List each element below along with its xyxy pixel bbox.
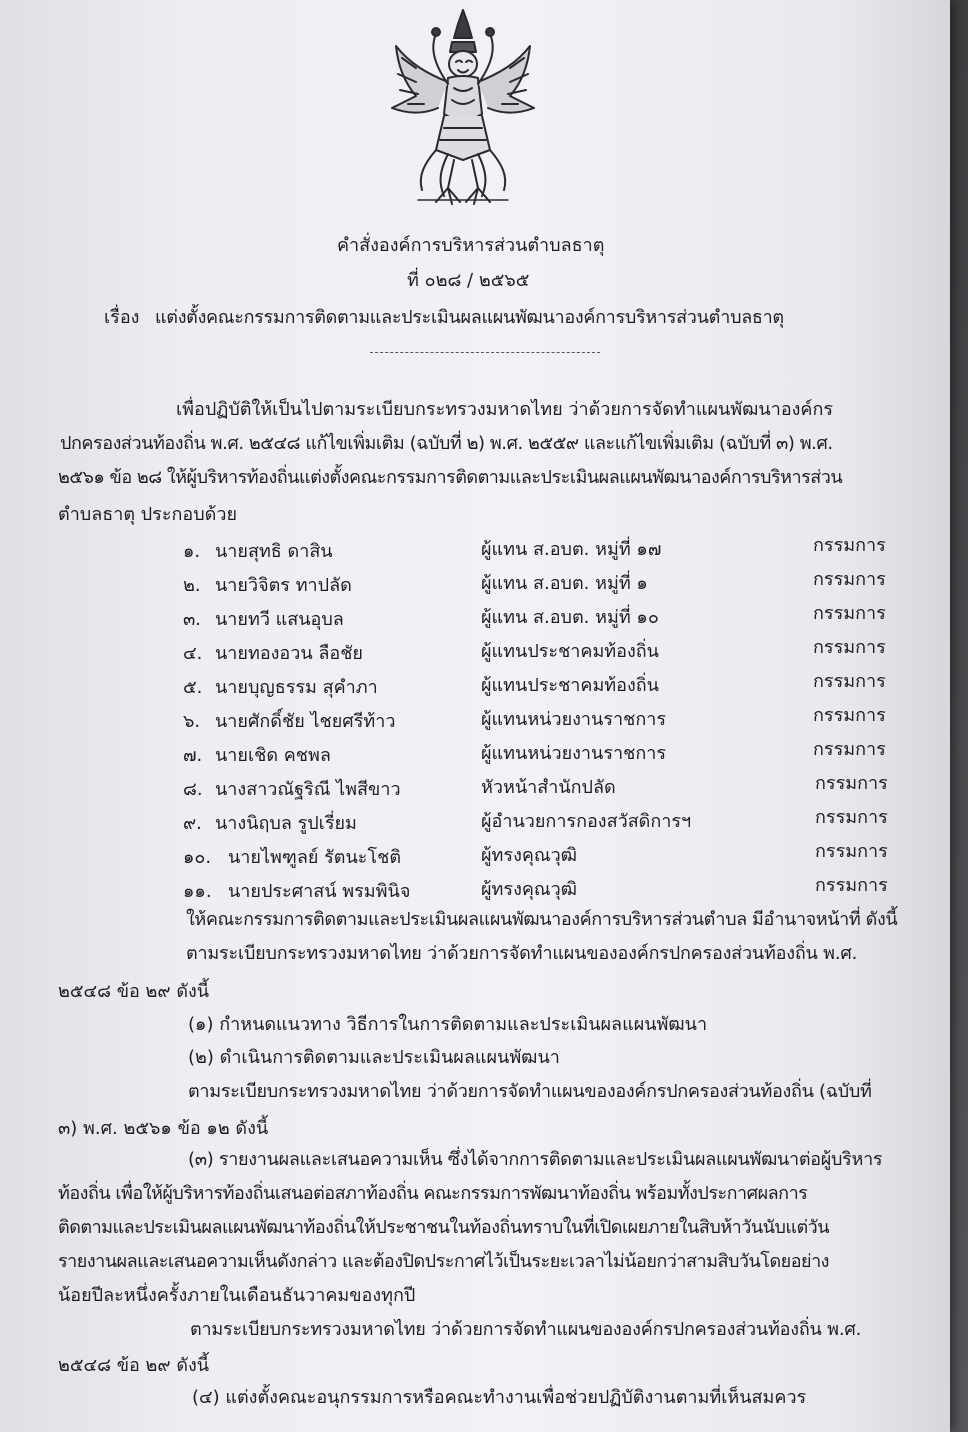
intro-line-4: ตำบลธาตุ ประกอบด้วย [58, 504, 237, 525]
member-name: นางนิฤบล รูปเรี่ยม [215, 813, 357, 834]
member-number: ๓. [183, 609, 202, 630]
member-role: ผู้แทนหน่วยงานราชการ [481, 743, 667, 764]
member-name: นายบุญธรรม สุคำภา [215, 677, 378, 698]
duties-line-5: (๒) ดำเนินการติดตามและประเมินผลแผนพัฒนา [188, 1047, 560, 1068]
member-position: กรรมการ [813, 671, 886, 692]
subject-label: เรื่อง [104, 307, 140, 328]
member-position: กรรมการ [813, 739, 886, 760]
member-position: กรรมการ [815, 773, 888, 794]
member-role: ผู้ทรงคุณวุฒิ [481, 845, 577, 866]
member-role: หัวหน้าสำนักปลัด [481, 777, 616, 798]
duties-line-6: ตามระเบียบกระทรวงมหาดไทย ว่าด้วยการจัดทำแผนขององค์กรปกครองส่วนท้องถิ่น (ฉบับที่ [188, 1081, 872, 1102]
member-position: กรรมการ [815, 841, 888, 862]
duties-line-8: (๓) รายงานผลและเสนอความเห็น ซึ่งได้จากการติดตามและประเมินผลแผนพัฒนาต่อผู้บริหาร [188, 1149, 883, 1170]
member-position: กรรมการ [813, 535, 886, 556]
duties-line-12: น้อยปีละหนึ่งครั้งภายในเดือนธันวาคมของทุกปี [58, 1285, 416, 1306]
duties-line-14: ๒๕๔๘ ข้อ ๒๙ ดังนี้ [58, 1355, 210, 1376]
intro-line-2: ปกครองส่วนท้องถิ่น พ.ศ. ๒๕๔๘ แก้ไขเพิ่มเติม (ฉบับที่ ๒) พ.ศ. ๒๕๕๙ และแก้ไขเพิ่มเติม (ฉบับที่ ๓) พ.ศ. [60, 433, 833, 454]
duties-line-13: ตามระเบียบกระทรวงมหาดไทย ว่าด้วยการจัดทำแผนขององค์กรปกครองส่วนท้องถิ่น พ.ศ. [190, 1319, 862, 1340]
member-position: กรรมการ [813, 705, 886, 726]
duties-line-9: ท้องถิ่น เพื่อให้ผู้บริหารท้องถิ่นเสนอต่อสภาท้องถิ่น คณะกรรมการพัฒนาท้องถิ่น พร้อมทั้งประกาศผลการ [58, 1183, 808, 1204]
duties-line-15: (๔) แต่งตั้งคณะอนุกรรมการหรือคณะทำงานเพื่อช่วยปฏิบัติงานตามที่เห็นสมควร [192, 1387, 807, 1408]
member-position: กรรมการ [813, 603, 886, 624]
member-position: กรรมการ [815, 807, 888, 828]
member-role: ผู้อำนวยการกองสวัสดิการฯ [481, 811, 692, 832]
member-position: กรรมการ [813, 637, 886, 658]
member-role: ผู้ทรงคุณวุฒิ [481, 879, 577, 900]
subject-text: แต่งตั้งคณะกรรมการติดตามและประเมินผลแผนพัฒนาองค์การบริหารส่วนตำบลธาตุ [155, 307, 784, 328]
order-number: ที่ ๐๒๘ / ๒๕๖๕ [407, 270, 530, 291]
member-number: ๘. [183, 779, 203, 800]
member-number: ๑๑. [183, 881, 212, 902]
member-name: นายเชิด คชพล [215, 745, 331, 766]
order-issuer: คำสั่งองค์การบริหารส่วนตำบลธาตุ [337, 235, 605, 256]
member-name: นายทองอวน ลือชัย [215, 643, 363, 664]
duties-line-1: ให้คณะกรรมการติดตามและประเมินผลแผนพัฒนาองค์การบริหารส่วนตำบล มีอำนาจหน้าที่ ดังนี้ [186, 909, 898, 930]
duties-line-7: ๓) พ.ศ. ๒๕๖๑ ข้อ ๑๒ ดังนี้ [58, 1118, 269, 1139]
duties-line-2: ตามระเบียบกระทรวงมหาดไทย ว่าด้วยการจัดทำแผนขององค์กรปกครองส่วนท้องถิ่น พ.ศ. [186, 943, 858, 964]
member-name: นายทวี แสนอุบล [215, 609, 344, 630]
member-number: ๕. [183, 677, 203, 698]
member-number: ๑. [183, 541, 201, 562]
intro-line-1: เพื่อปฏิบัติให้เป็นไปตามระเบียบกระทรวงมหาดไทย ว่าด้วยการจัดทำแผนพัฒนาองค์กร [176, 399, 834, 420]
member-number: ๙. [183, 813, 202, 834]
member-number: ๒. [183, 575, 201, 596]
member-role: ผู้แทนประชาคมท้องถิ่น [481, 641, 659, 662]
member-position: กรรมการ [813, 569, 886, 590]
member-name: นายประศาสน์ พรมพินิจ [228, 881, 411, 902]
member-name: นายศักดิ์ชัย ไชยศรีท้าว [215, 711, 396, 732]
member-role: ผู้แทนประชาคมท้องถิ่น [481, 675, 659, 696]
member-position: กรรมการ [815, 875, 888, 896]
member-role: ผู้แทนหน่วยงานราชการ [481, 709, 667, 730]
member-role: ผู้แทน ส.อบต. หมู่ที่ ๑๗ [481, 539, 662, 560]
member-name: นายไพฑูลย์ รัตนะโชติ [228, 847, 402, 868]
member-number: ๑๐. [183, 847, 212, 868]
duties-line-4: (๑) กำหนดแนวทาง วิธีการในการติดตามและประเมินผลแผนพัฒนา [188, 1014, 708, 1035]
member-number: ๗. [183, 745, 203, 766]
duties-line-3: ๒๕๔๘ ข้อ ๒๙ ดังนี้ [58, 981, 210, 1002]
duties-line-10: ติดตามและประเมินผลแผนพัฒนาท้องถิ่นให้ประชาชนในท้องถิ่นทราบในที่เปิดเผยภายในสิบห้าวันนับแต่วัน [58, 1217, 830, 1238]
duties-line-11: รายงานผลและเสนอความเห็นดังกล่าว และต้องปิดประกาศไว้เป็นระยะเวลาไม่น้อยกว่าสามสิบวันโดยอย่าง [58, 1251, 829, 1272]
garuda-emblem-icon [378, 4, 548, 212]
member-name: นายสุทธิ ดาสิน [215, 541, 333, 562]
member-name: นายวิจิตร ทาปลัด [215, 575, 352, 596]
member-number: ๔. [183, 643, 203, 664]
member-role: ผู้แทน ส.อบต. หมู่ที่ ๑๐ [481, 607, 659, 628]
intro-line-3: ๒๕๖๑ ข้อ ๒๘ ให้ผู้บริหารท้องถิ่นแต่งตั้งคณะกรรมการติดตามและประเมินผลแผนพัฒนาองค์การบริหารส่วน [58, 467, 843, 488]
member-number: ๖. [183, 711, 201, 732]
member-name: นางสาวณัฐริณี ไพสีขาว [215, 779, 401, 800]
header-separator [370, 352, 600, 353]
member-role: ผู้แทน ส.อบต. หมู่ที่ ๑ [481, 573, 648, 594]
